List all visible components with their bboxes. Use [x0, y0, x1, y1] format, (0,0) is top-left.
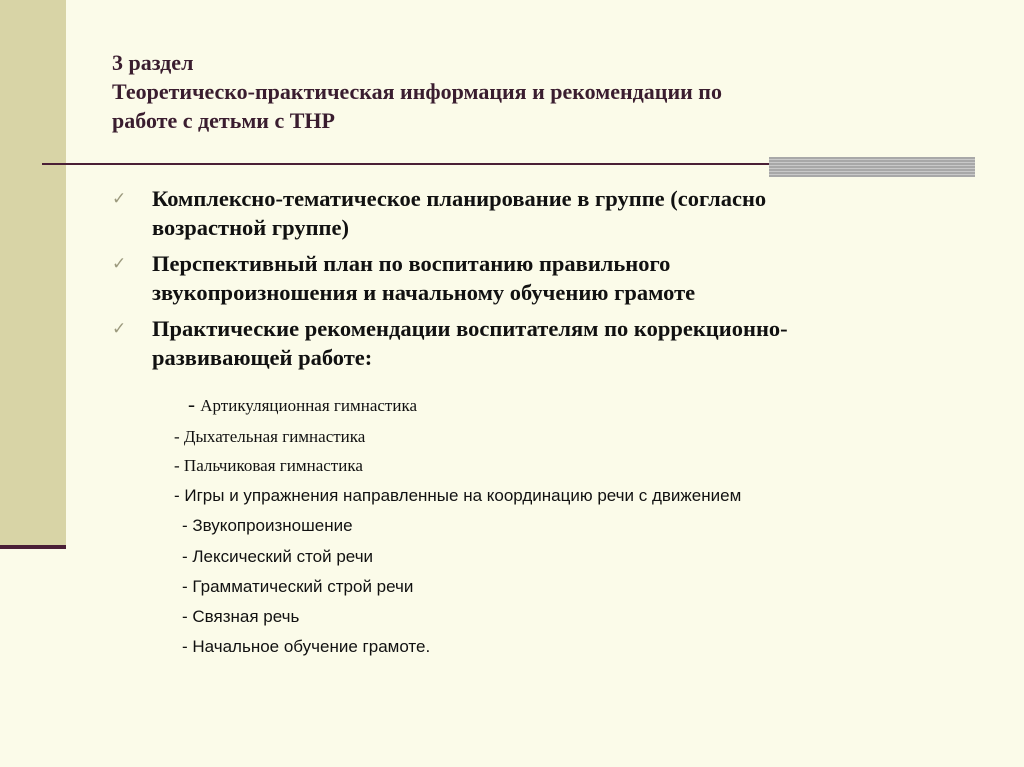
title-line-1: 3 раздел — [112, 50, 194, 75]
bullet-item — [112, 249, 992, 307]
sub-item-grammar: - Грамматический строй речи — [182, 577, 414, 596]
sub-item-sound: - Звукопроизношение — [182, 516, 353, 535]
sub-item-games: - Игры и упражнения направленные на координацию речи с движением — [174, 486, 742, 505]
slide-title — [112, 48, 962, 135]
sub-item-lexical: - Лексический стой речи — [182, 547, 374, 566]
check-icon: ✓ — [112, 189, 127, 209]
bullet-line: Практические рекомендации воспитателям по коррекционно- — [152, 316, 788, 341]
bullet-line: возрастной группе) — [152, 215, 349, 240]
title-accent-bar — [769, 157, 975, 177]
bullet-line: звукопроизношения и начальному обучению грамоте — [152, 280, 696, 305]
sub-item-text: Артикуляционная гимнастика — [200, 396, 417, 415]
bullet-list — [112, 184, 992, 379]
sub-item-finger: - Пальчиковая гимнастика — [174, 456, 363, 475]
sub-item-literacy: - Начальное обучение грамоте. — [182, 637, 431, 656]
sub-item-breathing: - Дыхательная гимнастика — [174, 427, 366, 446]
bullet-item — [112, 184, 992, 242]
check-icon: ✓ — [112, 319, 127, 339]
sub-item-articulation — [188, 392, 417, 417]
sub-item-dash: - — [188, 392, 201, 416]
check-icon: ✓ — [112, 254, 127, 274]
side-rule — [0, 545, 66, 549]
bullet-line: Комплексно-тематическое планирование в группе (согласно — [152, 186, 767, 211]
bullet-line: Перспективный план по воспитанию правильного — [152, 251, 671, 276]
bullet-item — [112, 314, 992, 372]
sub-item-speech: - Связная речь — [182, 607, 300, 626]
title-line-2: Теоретическо-практическая информация и рекомендации по — [112, 79, 722, 104]
side-band — [0, 0, 66, 546]
title-line-3: работе с детьми с ТНР — [112, 108, 335, 133]
bullet-line: развивающей работе: — [152, 345, 373, 370]
